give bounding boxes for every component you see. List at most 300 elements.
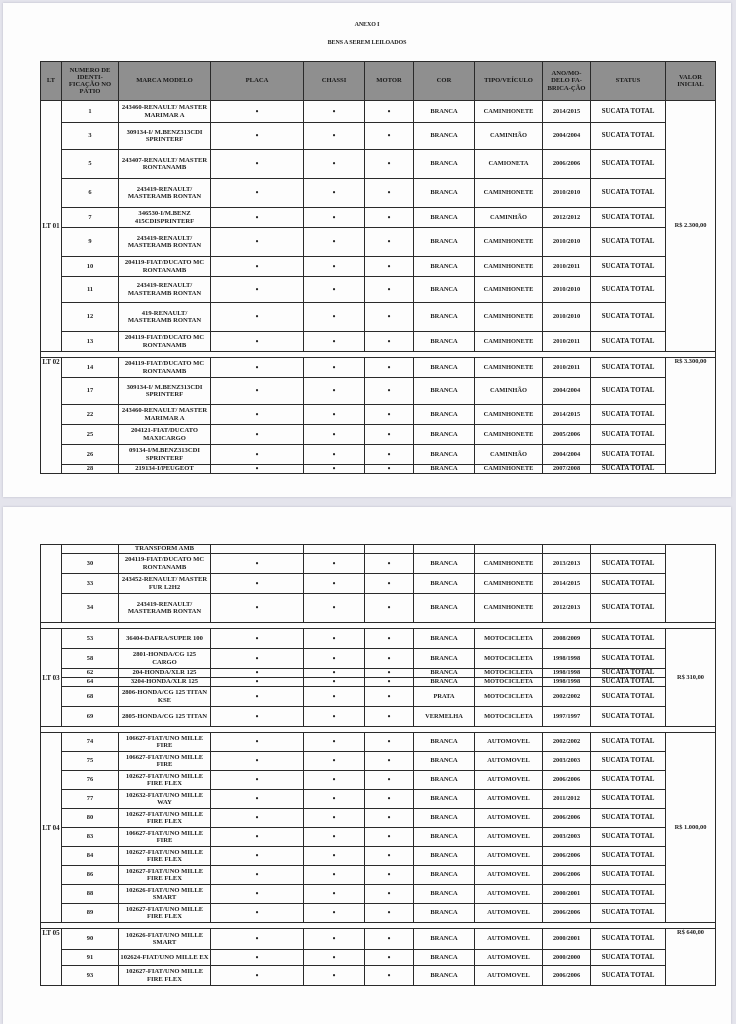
status-value: SUCATA TOTAL xyxy=(591,554,666,574)
lot-label: LT 02 xyxy=(41,358,62,474)
brand-model: 243452-RENAULT/ MASTER FUR L2H2 xyxy=(119,574,211,594)
plate-masked: • xyxy=(211,649,304,669)
plate-masked: • xyxy=(211,904,304,923)
model-year: 1998/1998 xyxy=(543,669,591,678)
chassis-masked: • xyxy=(304,771,365,790)
status-value: SUCATA TOTAL xyxy=(591,257,666,277)
plate-masked: • xyxy=(211,929,304,950)
status-value: SUCATA TOTAL xyxy=(591,208,666,228)
status-value: SUCATA TOTAL xyxy=(591,847,666,866)
status-value: SUCATA TOTAL xyxy=(591,228,666,257)
status-value: SUCATA TOTAL xyxy=(591,904,666,923)
identification-number: 12 xyxy=(62,303,119,332)
status-value: SUCATA TOTAL xyxy=(591,629,666,649)
brand-model: 102626-FIAT/UNO MILLE SMART xyxy=(119,885,211,904)
identification-number: 26 xyxy=(62,445,119,465)
motor-masked: • xyxy=(365,445,414,465)
plate-masked: • xyxy=(211,332,304,352)
table-row xyxy=(41,277,716,303)
motor-masked: • xyxy=(365,669,414,678)
chassis-masked: • xyxy=(304,828,365,847)
table-row xyxy=(41,904,716,923)
model-year: 2010/2010 xyxy=(543,303,591,332)
color: BRANCA xyxy=(414,179,475,208)
table-row xyxy=(41,707,716,727)
table-row xyxy=(41,733,716,752)
vehicle-type: CAMINHONETE xyxy=(475,465,543,474)
color: BRANCA xyxy=(414,277,475,303)
identification-number: 3 xyxy=(62,123,119,150)
identification-number: 11 xyxy=(62,277,119,303)
model-year: 2006/2006 xyxy=(543,866,591,885)
brand-model: 3204-HONDA/XLR 125 xyxy=(119,678,211,687)
plate-masked: • xyxy=(211,629,304,649)
model-year: 2004/2004 xyxy=(543,123,591,150)
color: BRANCA xyxy=(414,733,475,752)
brand-model: 243407-RENAULT/ MASTER RONTANAMB xyxy=(119,150,211,179)
chassis-masked: • xyxy=(304,629,365,649)
empty-cell xyxy=(211,545,304,554)
identification-number: 34 xyxy=(62,594,119,623)
identification-number: 83 xyxy=(62,828,119,847)
status-value: SUCATA TOTAL xyxy=(591,332,666,352)
identification-number: 64 xyxy=(62,678,119,687)
empty-cell xyxy=(543,545,591,554)
identification-number: 9 xyxy=(62,228,119,257)
vehicle-type: AUTOMOVEL xyxy=(475,950,543,966)
color: BRANCA xyxy=(414,465,475,474)
initial-value: R$ 640,00 xyxy=(666,929,716,986)
model-year: 2012/2013 xyxy=(543,594,591,623)
chassis-masked: • xyxy=(304,208,365,228)
identification-number: 13 xyxy=(62,332,119,352)
vehicle-type: AUTOMOVEL xyxy=(475,847,543,866)
plate-masked: • xyxy=(211,574,304,594)
color: BRANCA xyxy=(414,257,475,277)
status-value: SUCATA TOTAL xyxy=(591,358,666,378)
plate-masked: • xyxy=(211,707,304,727)
plate-masked: • xyxy=(211,678,304,687)
identification-number: 30 xyxy=(62,554,119,574)
brand-model: 102627-FIAT/UNO MILLE FIRE FLEX xyxy=(119,847,211,866)
color: BRANCA xyxy=(414,554,475,574)
identification-number: 58 xyxy=(62,649,119,669)
header-marca-modelo: MARCA MODELO xyxy=(119,62,211,101)
brand-model: 243419-RENAULT/ MASTERAMB RONTAN xyxy=(119,277,211,303)
plate-masked: • xyxy=(211,554,304,574)
plate-masked: • xyxy=(211,687,304,707)
brand-model: 102624-FIAT/UNO MILLE EX xyxy=(119,950,211,966)
identification-number: 25 xyxy=(62,425,119,445)
color: BRANCA xyxy=(414,904,475,923)
vehicle-type: AUTOMOVEL xyxy=(475,966,543,986)
status-value: SUCATA TOTAL xyxy=(591,885,666,904)
vehicle-type: CAMINHONETE xyxy=(475,358,543,378)
plate-masked: • xyxy=(211,257,304,277)
brand-model: 102632-FIAT/UNO MILLE WAY xyxy=(119,790,211,809)
motor-masked: • xyxy=(365,707,414,727)
table-row xyxy=(41,809,716,828)
color: BRANCA xyxy=(414,574,475,594)
identification-number: 1 xyxy=(62,101,119,123)
plate-masked: • xyxy=(211,828,304,847)
status-value: SUCATA TOTAL xyxy=(591,101,666,123)
motor-masked: • xyxy=(365,885,414,904)
status-value: SUCATA TOTAL xyxy=(591,678,666,687)
plate-masked: • xyxy=(211,809,304,828)
plate-masked: • xyxy=(211,752,304,771)
color: BRANCA xyxy=(414,425,475,445)
plate-masked: • xyxy=(211,150,304,179)
model-year: 2007/2008 xyxy=(543,465,591,474)
plate-masked: • xyxy=(211,277,304,303)
identification-number: 33 xyxy=(62,574,119,594)
model-year: 2006/2006 xyxy=(543,847,591,866)
table-row xyxy=(41,405,716,425)
motor-masked: • xyxy=(365,809,414,828)
model-year: 2000/2000 xyxy=(543,950,591,966)
identification-number: 28 xyxy=(62,465,119,474)
motor-masked: • xyxy=(365,733,414,752)
table-row xyxy=(41,847,716,866)
motor-masked: • xyxy=(365,405,414,425)
empty-cell xyxy=(365,545,414,554)
model-year: 2000/2001 xyxy=(543,929,591,950)
motor-masked: • xyxy=(365,966,414,986)
brand-model: 2806-HONDA/CG 125 TITAN KSE xyxy=(119,687,211,707)
plate-masked: • xyxy=(211,771,304,790)
color: BRANCA xyxy=(414,123,475,150)
plate-masked: • xyxy=(211,885,304,904)
motor-masked: • xyxy=(365,574,414,594)
model-year: 2011/2012 xyxy=(543,790,591,809)
status-value: SUCATA TOTAL xyxy=(591,123,666,150)
plate-masked: • xyxy=(211,594,304,623)
table-row xyxy=(41,101,716,123)
chassis-masked: • xyxy=(304,405,365,425)
brand-model: 219134-I/PEUGEOT xyxy=(119,465,211,474)
initial-value: R$ 3.300,00 xyxy=(666,358,716,474)
status-value: SUCATA TOTAL xyxy=(591,707,666,727)
model-year: 2010/2011 xyxy=(543,332,591,352)
table-row xyxy=(41,678,716,687)
chassis-masked: • xyxy=(304,669,365,678)
vehicle-type: CAMIONETA xyxy=(475,150,543,179)
brand-model: 243460-RENAULT/ MASTER MARIMAR A xyxy=(119,101,211,123)
model-year: 2010/2010 xyxy=(543,179,591,208)
identification-number: 93 xyxy=(62,966,119,986)
brand-model: 102627-FIAT/UNO MILLE FIRE FLEX xyxy=(119,966,211,986)
table-row xyxy=(41,866,716,885)
status-value: SUCATA TOTAL xyxy=(591,771,666,790)
color: BRANCA xyxy=(414,629,475,649)
chassis-masked: • xyxy=(304,358,365,378)
vehicle-type: MOTOCICLETA xyxy=(475,678,543,687)
header-placa: PLACA xyxy=(211,62,304,101)
motor-masked: • xyxy=(365,687,414,707)
status-value: SUCATA TOTAL xyxy=(591,465,666,474)
status-value: SUCATA TOTAL xyxy=(591,445,666,465)
vehicle-type: CAMINHONETE xyxy=(475,303,543,332)
color: BRANCA xyxy=(414,332,475,352)
brand-model: 106627-FIAT/UNO MILLE FIRE xyxy=(119,733,211,752)
table-row xyxy=(41,594,716,623)
brand-model: 102627-FIAT/UNO MILLE FIRE FLEX xyxy=(119,866,211,885)
table-row xyxy=(41,425,716,445)
status-value: SUCATA TOTAL xyxy=(591,179,666,208)
plate-masked: • xyxy=(211,208,304,228)
header-motor: MOTOR xyxy=(365,62,414,101)
plate-masked: • xyxy=(211,405,304,425)
brand-model: 102627-FIAT/UNO MILLE FIRE FLEX xyxy=(119,809,211,828)
table-header-row xyxy=(41,62,716,101)
lot-label-continued xyxy=(41,545,62,623)
identification-number: 14 xyxy=(62,358,119,378)
table-row xyxy=(41,574,716,594)
model-year: 2006/2006 xyxy=(543,904,591,923)
chassis-masked: • xyxy=(304,649,365,669)
color: BRANCA xyxy=(414,809,475,828)
model-year: 2006/2006 xyxy=(543,150,591,179)
model-year: 2010/2010 xyxy=(543,228,591,257)
plate-masked: • xyxy=(211,425,304,445)
model-year: 2006/2006 xyxy=(543,771,591,790)
brand-model: 243460-RENAULT/ MASTER MARIMAR A xyxy=(119,405,211,425)
motor-masked: • xyxy=(365,752,414,771)
brand-model: 102627-FIAT/UNO MILLE FIRE FLEX xyxy=(119,771,211,790)
identification-number: 76 xyxy=(62,771,119,790)
chassis-masked: • xyxy=(304,554,365,574)
brand-model: TRANSFORM AMB xyxy=(119,545,211,554)
table-row xyxy=(41,828,716,847)
initial-value: R$ 2.300,00 xyxy=(666,101,716,352)
color: BRANCA xyxy=(414,950,475,966)
model-year: 2003/2003 xyxy=(543,752,591,771)
motor-masked: • xyxy=(365,847,414,866)
vehicle-type: CAMINHÃO xyxy=(475,123,543,150)
identification-number: 90 xyxy=(62,929,119,950)
brand-model: 243419-RENAULT/ MASTERAMB RONTAN xyxy=(119,594,211,623)
vehicle-type: AUTOMOVEL xyxy=(475,904,543,923)
header-tipo-veiculo: TIPO/VEÍCULO xyxy=(475,62,543,101)
model-year: 2006/2006 xyxy=(543,809,591,828)
chassis-masked: • xyxy=(304,465,365,474)
color: BRANCA xyxy=(414,101,475,123)
brand-model: 309134-I/ M.BENZ313CDI SPRINTERF xyxy=(119,378,211,405)
chassis-masked: • xyxy=(304,866,365,885)
chassis-masked: • xyxy=(304,678,365,687)
vehicle-type: CAMINHÃO xyxy=(475,445,543,465)
motor-masked: • xyxy=(365,465,414,474)
table-row xyxy=(41,554,716,574)
plate-masked: • xyxy=(211,228,304,257)
color: BRANCA xyxy=(414,847,475,866)
motor-masked: • xyxy=(365,332,414,352)
vehicle-type: CAMINHONETE xyxy=(475,554,543,574)
motor-masked: • xyxy=(365,257,414,277)
brand-model: 346530-I/M.BENZ 415CDISPRINTERF xyxy=(119,208,211,228)
color: BRANCA xyxy=(414,649,475,669)
vehicle-type: CAMINHONETE xyxy=(475,179,543,208)
model-year: 2005/2006 xyxy=(543,425,591,445)
motor-masked: • xyxy=(365,866,414,885)
initial-value-continued xyxy=(666,545,716,623)
color: PRATA xyxy=(414,687,475,707)
table-row xyxy=(41,687,716,707)
motor-masked: • xyxy=(365,950,414,966)
document-page-2 xyxy=(3,507,731,1024)
chassis-masked: • xyxy=(304,257,365,277)
color: BRANCA xyxy=(414,208,475,228)
brand-model: 106627-FIAT/UNO MILLE FIRE xyxy=(119,752,211,771)
plate-masked: • xyxy=(211,950,304,966)
empty-cell xyxy=(414,545,475,554)
chassis-masked: • xyxy=(304,966,365,986)
motor-masked: • xyxy=(365,150,414,179)
motor-masked: • xyxy=(365,649,414,669)
status-value: SUCATA TOTAL xyxy=(591,966,666,986)
model-year: 2013/2013 xyxy=(543,554,591,574)
chassis-masked: • xyxy=(304,123,365,150)
model-year: 2000/2001 xyxy=(543,885,591,904)
chassis-masked: • xyxy=(304,445,365,465)
header-valor-inicial: VALOR INICIAL xyxy=(666,62,716,101)
motor-masked: • xyxy=(365,929,414,950)
color: BRANCA xyxy=(414,594,475,623)
status-value: SUCATA TOTAL xyxy=(591,790,666,809)
status-value: SUCATA TOTAL xyxy=(591,809,666,828)
chassis-masked: • xyxy=(304,847,365,866)
brand-model: 309134-I/ M.BENZ313CDI SPRINTERF xyxy=(119,123,211,150)
initial-value: R$ 310,00 xyxy=(666,629,716,727)
model-year: 2003/2003 xyxy=(543,828,591,847)
status-value: SUCATA TOTAL xyxy=(591,687,666,707)
status-value: SUCATA TOTAL xyxy=(591,378,666,405)
plate-masked: • xyxy=(211,445,304,465)
table-row xyxy=(41,150,716,179)
plate-masked: • xyxy=(211,790,304,809)
brand-model: 243419-RENAULT/ MASTERAMB RONTAN xyxy=(119,179,211,208)
plate-masked: • xyxy=(211,847,304,866)
vehicle-type: AUTOMOVEL xyxy=(475,866,543,885)
table-row xyxy=(41,629,716,649)
brand-model: 204119-FIAT/DUCATO MC RONTANAMB xyxy=(119,358,211,378)
chassis-masked: • xyxy=(304,950,365,966)
motor-masked: • xyxy=(365,629,414,649)
annex-subtitle: BENS A SEREM LEILOADOS xyxy=(327,40,407,46)
table-row xyxy=(41,752,716,771)
identification-number: 17 xyxy=(62,378,119,405)
model-year: 2010/2010 xyxy=(543,277,591,303)
identification-number: 91 xyxy=(62,950,119,966)
empty-cell xyxy=(591,545,666,554)
status-value: SUCATA TOTAL xyxy=(591,150,666,179)
empty-cell xyxy=(304,545,365,554)
identification-number: 80 xyxy=(62,809,119,828)
model-year: 2014/2015 xyxy=(543,405,591,425)
status-value: SUCATA TOTAL xyxy=(591,866,666,885)
table-row xyxy=(41,303,716,332)
vehicle-type: AUTOMOVEL xyxy=(475,752,543,771)
vehicle-type: MOTOCICLETA xyxy=(475,707,543,727)
color: BRANCA xyxy=(414,445,475,465)
chassis-masked: • xyxy=(304,228,365,257)
motor-masked: • xyxy=(365,594,414,623)
header-chassi: CHASSI xyxy=(304,62,365,101)
chassis-masked: • xyxy=(304,101,365,123)
table-row xyxy=(41,771,716,790)
chassis-masked: • xyxy=(304,179,365,208)
vehicle-type: AUTOMOVEL xyxy=(475,828,543,847)
table-row xyxy=(41,649,716,669)
color: BRANCA xyxy=(414,828,475,847)
brand-model: 102627-FIAT/UNO MILLE FIRE FLEX xyxy=(119,904,211,923)
brand-model: 2805-HONDA/CG 125 TITAN xyxy=(119,707,211,727)
model-year: 2004/2004 xyxy=(543,445,591,465)
chassis-masked: • xyxy=(304,332,365,352)
lot-label: LT 03 xyxy=(41,629,62,727)
chassis-masked: • xyxy=(304,277,365,303)
chassis-masked: • xyxy=(304,150,365,179)
brand-model: 204-HONDA/XLR 125 xyxy=(119,669,211,678)
chassis-masked: • xyxy=(304,378,365,405)
identification-number: 69 xyxy=(62,707,119,727)
vehicle-type: CAMINHONETE xyxy=(475,594,543,623)
table-row xyxy=(41,465,716,474)
color: BRANCA xyxy=(414,966,475,986)
brand-model: 243419-RENAULT/ MASTERAMB RONTAN xyxy=(119,228,211,257)
vehicle-type: CAMINHÃO xyxy=(475,208,543,228)
motor-masked: • xyxy=(365,179,414,208)
vehicle-type: CAMINHONETE xyxy=(475,101,543,123)
color: BRANCA xyxy=(414,150,475,179)
model-year: 1998/1998 xyxy=(543,678,591,687)
vehicle-type: CAMINHÃO xyxy=(475,378,543,405)
table-row xyxy=(41,257,716,277)
vehicle-type: CAMINHONETE xyxy=(475,574,543,594)
vehicle-type: CAMINHONETE xyxy=(475,277,543,303)
identification-number: 77 xyxy=(62,790,119,809)
identification-number: 75 xyxy=(62,752,119,771)
color: BRANCA xyxy=(414,929,475,950)
status-value: SUCATA TOTAL xyxy=(591,929,666,950)
plate-masked: • xyxy=(211,123,304,150)
brand-model: 102626-FIAT/UNO MILLE SMART xyxy=(119,929,211,950)
model-year: 2010/2011 xyxy=(543,257,591,277)
chassis-masked: • xyxy=(304,733,365,752)
table-row xyxy=(41,445,716,465)
vehicle-type: CAMINHONETE xyxy=(475,405,543,425)
color: BRANCA xyxy=(414,303,475,332)
vehicle-type: MOTOCICLETA xyxy=(475,629,543,649)
model-year: 2004/2004 xyxy=(543,378,591,405)
lot-label: LT 01 xyxy=(41,101,62,352)
status-value: SUCATA TOTAL xyxy=(591,669,666,678)
motor-masked: • xyxy=(365,554,414,574)
table-row xyxy=(41,966,716,986)
status-value: SUCATA TOTAL xyxy=(591,828,666,847)
brand-model: 204119-FIAT/DUCATO MC RONTANAMB xyxy=(119,332,211,352)
color: BRANCA xyxy=(414,790,475,809)
vehicle-type: AUTOMOVEL xyxy=(475,771,543,790)
plate-masked: • xyxy=(211,669,304,678)
brand-model: 419-RENAULT/ MASTERAMB RONTAN xyxy=(119,303,211,332)
table-row xyxy=(41,929,716,950)
vehicle-type: MOTOCICLETA xyxy=(475,649,543,669)
model-year: 2002/2002 xyxy=(543,733,591,752)
motor-masked: • xyxy=(365,828,414,847)
chassis-masked: • xyxy=(304,752,365,771)
